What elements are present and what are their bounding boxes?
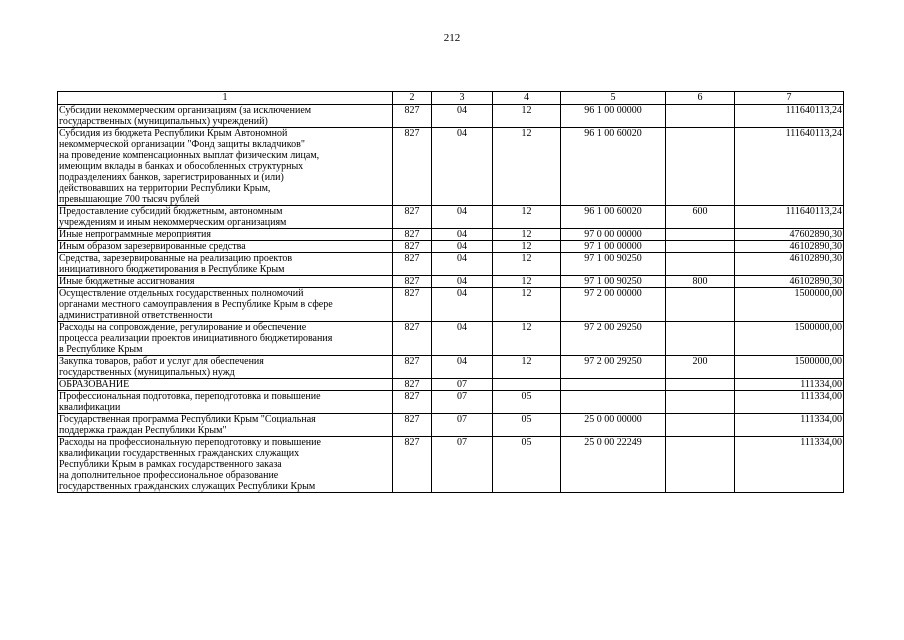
row-section-code: 07 xyxy=(432,437,493,493)
table-row xyxy=(58,379,844,391)
row-section-code: 04 xyxy=(432,356,493,379)
row-subsection-code xyxy=(493,379,561,391)
row-target-code: 97 2 00 29250 xyxy=(561,356,666,379)
row-section-code: 04 xyxy=(432,229,493,241)
row-ministry-code: 827 xyxy=(393,414,432,437)
row-description: Государственная программа Республики Крым "Социальная поддержка граждан Республики Крым" xyxy=(58,414,393,437)
row-target-code: 96 1 00 00000 xyxy=(561,105,666,128)
row-description: Средства, зарезервированные на реализацию проектов инициативного бюджетирования в Республике Крым xyxy=(58,253,393,276)
header-col-7: 7 xyxy=(735,92,844,105)
row-ministry-code: 827 xyxy=(393,253,432,276)
row-subsection-code: 05 xyxy=(493,414,561,437)
row-expense-type-code xyxy=(666,288,735,322)
row-ministry-code: 827 xyxy=(393,437,432,493)
row-description: ОБРАЗОВАНИЕ xyxy=(58,379,393,391)
row-expense-type-code xyxy=(666,414,735,437)
row-amount: 111640113,24 xyxy=(735,128,844,206)
header-col-3: 3 xyxy=(432,92,493,105)
row-target-code: 96 1 00 60020 xyxy=(561,128,666,206)
row-amount: 111334,00 xyxy=(735,379,844,391)
table-row xyxy=(58,229,844,241)
table-row xyxy=(58,322,844,356)
row-amount: 1500000,00 xyxy=(735,322,844,356)
header-col-6: 6 xyxy=(666,92,735,105)
row-expense-type-code xyxy=(666,128,735,206)
table-row xyxy=(58,437,844,493)
header-col-5: 5 xyxy=(561,92,666,105)
row-subsection-code: 12 xyxy=(493,253,561,276)
row-section-code: 04 xyxy=(432,276,493,288)
table-body xyxy=(58,105,844,493)
row-subsection-code: 12 xyxy=(493,241,561,253)
row-section-code: 04 xyxy=(432,288,493,322)
table-row xyxy=(58,253,844,276)
header-col-2: 2 xyxy=(393,92,432,105)
row-target-code: 25 0 00 00000 xyxy=(561,414,666,437)
row-description: Расходы на сопровождение, регулирование и обеспечение процесса реализации проектов инициативного бюджетирования в Республике Крым xyxy=(58,322,393,356)
table-row xyxy=(58,356,844,379)
header-col-4: 4 xyxy=(493,92,561,105)
table-row xyxy=(58,241,844,253)
row-ministry-code: 827 xyxy=(393,356,432,379)
row-amount: 46102890,30 xyxy=(735,241,844,253)
row-description: Иные непрограммные мероприятия xyxy=(58,229,393,241)
budget-table xyxy=(57,91,844,493)
row-target-code: 25 0 00 22249 xyxy=(561,437,666,493)
row-expense-type-code: 200 xyxy=(666,356,735,379)
row-target-code: 97 0 00 00000 xyxy=(561,229,666,241)
row-description: Иные бюджетные ассигнования xyxy=(58,276,393,288)
row-amount: 111334,00 xyxy=(735,391,844,414)
row-target-code: 97 2 00 29250 xyxy=(561,322,666,356)
table-row xyxy=(58,414,844,437)
row-ministry-code: 827 xyxy=(393,288,432,322)
row-section-code: 04 xyxy=(432,105,493,128)
row-description: Иным образом зарезервированные средства xyxy=(58,241,393,253)
table-row xyxy=(58,276,844,288)
row-description: Предоставление субсидий бюджетным, автономным учреждениям и иным некоммерческим организациям xyxy=(58,206,393,229)
row-ministry-code: 827 xyxy=(393,391,432,414)
row-expense-type-code xyxy=(666,105,735,128)
row-target-code: 97 1 00 90250 xyxy=(561,276,666,288)
table-row xyxy=(58,128,844,206)
row-section-code: 04 xyxy=(432,322,493,356)
row-expense-type-code xyxy=(666,391,735,414)
row-ministry-code: 827 xyxy=(393,128,432,206)
row-ministry-code: 827 xyxy=(393,105,432,128)
row-expense-type-code: 600 xyxy=(666,206,735,229)
row-subsection-code: 05 xyxy=(493,437,561,493)
row-ministry-code: 827 xyxy=(393,241,432,253)
row-section-code: 07 xyxy=(432,379,493,391)
row-expense-type-code xyxy=(666,437,735,493)
row-ministry-code: 827 xyxy=(393,229,432,241)
row-section-code: 04 xyxy=(432,241,493,253)
row-expense-type-code xyxy=(666,379,735,391)
row-subsection-code: 12 xyxy=(493,322,561,356)
row-ministry-code: 827 xyxy=(393,379,432,391)
row-amount: 1500000,00 xyxy=(735,288,844,322)
row-subsection-code: 12 xyxy=(493,229,561,241)
row-ministry-code: 827 xyxy=(393,206,432,229)
row-expense-type-code xyxy=(666,229,735,241)
row-section-code: 04 xyxy=(432,128,493,206)
row-subsection-code: 12 xyxy=(493,356,561,379)
table-row xyxy=(58,206,844,229)
row-target-code: 96 1 00 60020 xyxy=(561,206,666,229)
page-number: 212 xyxy=(443,32,461,44)
row-description: Расходы на профессиональную переподготовку и повышение квалификации государственных гражданских служащих Республики Крым в рамках государственного заказа на дополнительное профессиональное образование государственных гражданских служащих Республики Крым xyxy=(58,437,393,493)
row-amount: 111640113,24 xyxy=(735,105,844,128)
row-description: Закупка товаров, работ и услуг для обеспечения государственных (муниципальных) нужд xyxy=(58,356,393,379)
table-header-row xyxy=(58,92,844,105)
row-subsection-code: 12 xyxy=(493,128,561,206)
row-expense-type-code: 800 xyxy=(666,276,735,288)
table-row xyxy=(58,105,844,128)
row-target-code xyxy=(561,379,666,391)
row-target-code: 97 2 00 00000 xyxy=(561,288,666,322)
table-row xyxy=(58,391,844,414)
row-description: Осуществление отдельных государственных полномочий органами местного самоуправления в Республике Крым в сфере административной ответственности xyxy=(58,288,393,322)
row-amount: 111334,00 xyxy=(735,437,844,493)
row-amount: 46102890,30 xyxy=(735,253,844,276)
row-expense-type-code xyxy=(666,241,735,253)
row-section-code: 04 xyxy=(432,253,493,276)
row-subsection-code: 12 xyxy=(493,105,561,128)
row-section-code: 04 xyxy=(432,206,493,229)
row-subsection-code: 12 xyxy=(493,206,561,229)
row-subsection-code: 12 xyxy=(493,288,561,322)
row-ministry-code: 827 xyxy=(393,276,432,288)
row-section-code: 07 xyxy=(432,414,493,437)
row-amount: 111640113,24 xyxy=(735,206,844,229)
row-target-code xyxy=(561,391,666,414)
row-target-code: 97 1 00 00000 xyxy=(561,241,666,253)
row-description: Субсидия из бюджета Республики Крым Автономной некоммерческой организации "Фонд защиты вкладчиков" на проведение компенсационных выплат физическим лицам, имеющим вклады в банках и обособленных структурных подразделениях банков, зарегистрированных и (или) действовавших на территории Республики Крым, превышающие 700 тысяч рублей xyxy=(58,128,393,206)
row-expense-type-code xyxy=(666,322,735,356)
row-amount: 46102890,30 xyxy=(735,276,844,288)
row-ministry-code: 827 xyxy=(393,322,432,356)
row-amount: 1500000,00 xyxy=(735,356,844,379)
row-subsection-code: 12 xyxy=(493,276,561,288)
row-section-code: 07 xyxy=(432,391,493,414)
row-amount: 111334,00 xyxy=(735,414,844,437)
table-row xyxy=(58,288,844,322)
row-description: Субсидии некоммерческим организациям (за исключением государственных (муниципальных) учреждений) xyxy=(58,105,393,128)
row-expense-type-code xyxy=(666,253,735,276)
row-subsection-code: 05 xyxy=(493,391,561,414)
row-amount: 47602890,30 xyxy=(735,229,844,241)
header-col-1: 1 xyxy=(58,92,393,105)
row-target-code: 97 1 00 90250 xyxy=(561,253,666,276)
row-description: Профессиональная подготовка, переподготовка и повышение квалификации xyxy=(58,391,393,414)
